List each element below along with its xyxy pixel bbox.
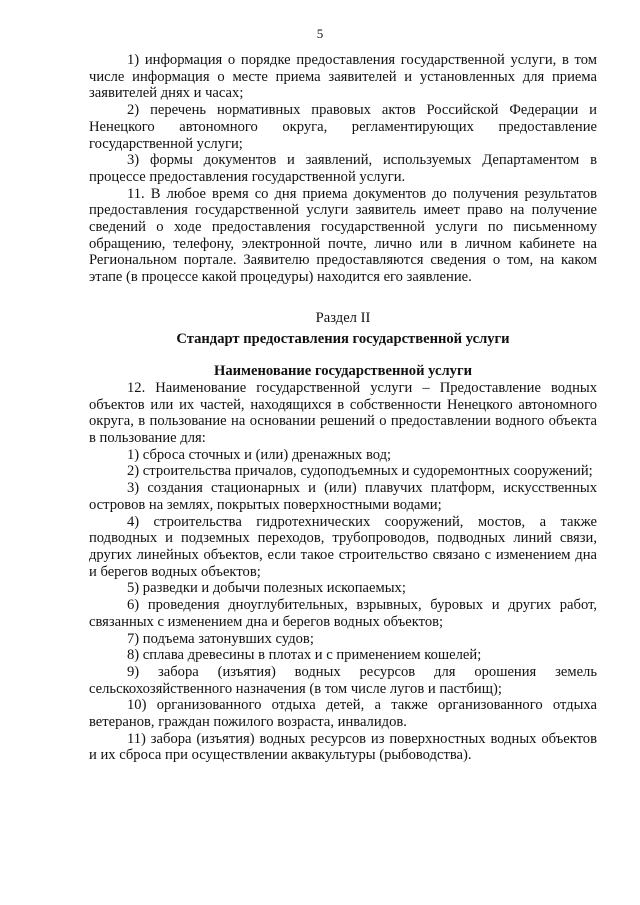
paragraph: 3) формы документов и заявлений, используемых Департаментом в процессе предоставления государственной услуги. <box>89 152 597 185</box>
list-item: 1) сброса сточных и (или) дренажных вод; <box>127 446 392 463</box>
list-item: 10) организованного отдыха детей, а также организованного отдыха ветеранов, граждан пожилого возраста, инвалидов. <box>89 697 597 731</box>
list-item: 3) создания стационарных и (или) плавучих платформ, искусственных островов на землях, покрытых поверхностными водами; <box>89 480 597 513</box>
subsection-title: Наименование государственной услуги <box>214 363 472 380</box>
list-item: 4) строительства гидротехнических сооружений, мостов, а также подводных и подземных переходов, трубопроводов, подводных линий связи, других линейных объектов, если такое строительство связано с изменением дна и берегов водных объектов; <box>89 513 597 580</box>
paragraph: 2) перечень нормативных правовых актов Российской Федерации и Ненецкого автономного округа, регламентирующих предоставление государственной услуги; <box>89 102 597 152</box>
list-item: 6) проведения дноуглубительных, взрывных, буровых и других работ, связанных с изменением дна и берегов водных объектов; <box>89 597 597 630</box>
paragraph: 12. Наименование государственной услуги – Предоставление водных объектов или их частей, находящихся в собственности Ненецкого автономного округа, в пользование на основании решений о предоставлении водного объекта в пользование для: <box>89 379 597 447</box>
list-item: 2) строительства причалов, судоподъемных и судоремонтных сооружений; <box>127 463 593 480</box>
section-label: Раздел II <box>315 309 371 326</box>
list-item: 9) забора (изъятия) водных ресурсов для орошения земель сельскохозяйственного назначения (в том числе лугов и пастбищ); <box>89 663 597 697</box>
paragraph: 1) информация о порядке предоставления государственной услуги, в том числе информация о месте приема заявителей и установленных для приема заявителей днях и часах; <box>89 52 597 102</box>
list-item: 7) подъема затонувших судов; <box>127 630 314 647</box>
section-title: Стандарт предоставления государственной услуги <box>176 330 510 347</box>
page-number: 5 <box>316 26 324 41</box>
paragraph: 11. В любое время со дня приема документов до получения результатов предоставления государственной услуги заявитель имеет право на получение сведений о ходе предоставления государственной услуги по письменному обращению, телефону, электронной почте, лично или в личном кабинете на Региональном портале. Заявителю предоставляются сведения о том, на каком этапе (в процессе какой процедуры) находится его заявление. <box>89 185 597 286</box>
list-item: 5) разведки и добычи полезных ископаемых; <box>127 580 406 597</box>
list-item: 11) забора (изъятия) водных ресурсов из поверхностных водных объектов и их сброса при осуществлении аквакультуры (рыбоводства). <box>89 730 597 764</box>
document-body <box>89 52 597 764</box>
list-item: 8) сплава древесины в плотах и с применением кошелей; <box>127 647 482 664</box>
